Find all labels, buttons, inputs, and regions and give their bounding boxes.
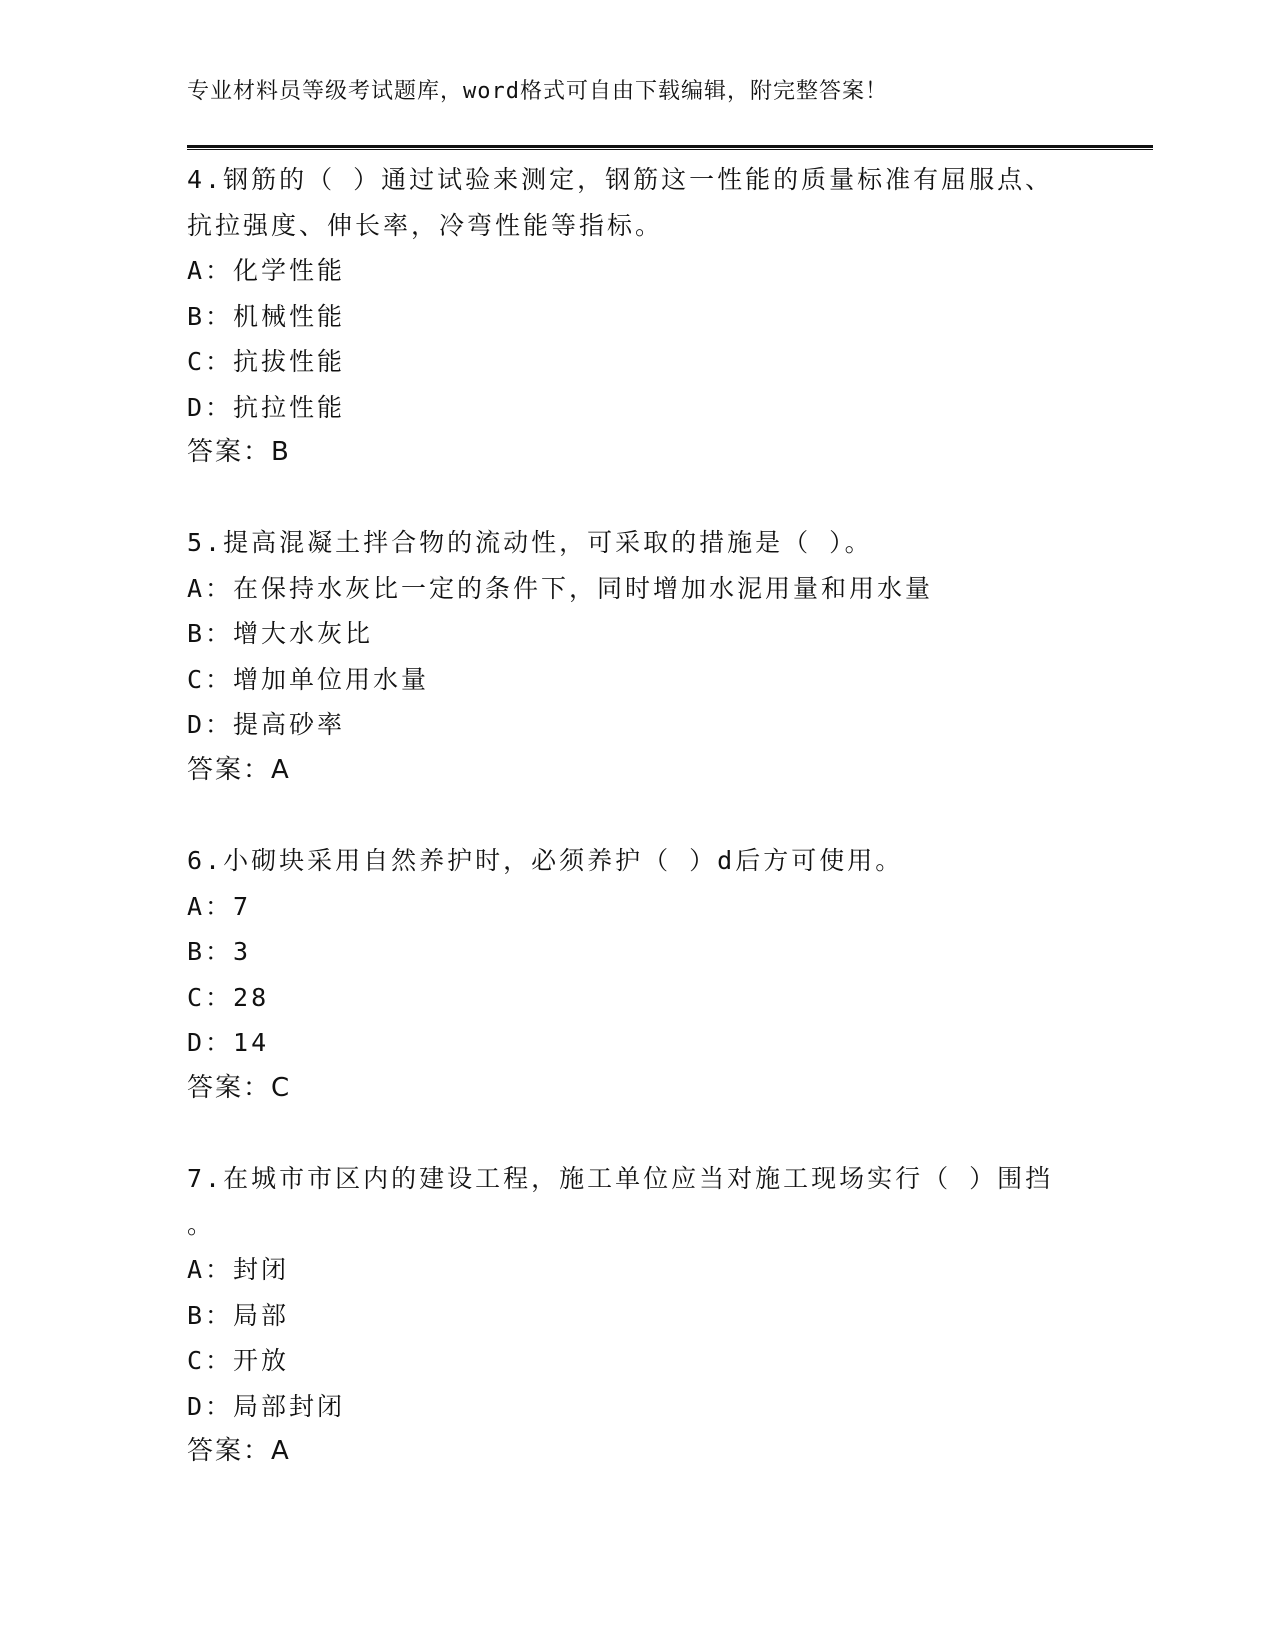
question-stem-line: 6.小砌块采用自然养护时，必须养护（ ）d后方可使用。 xyxy=(187,846,904,875)
question-stem-line: 4.钢筋的（ ）通过试验来测定，钢筋这一性能的质量标准有屈服点、 xyxy=(187,165,1054,194)
question-stem-line: 。 xyxy=(187,1209,216,1239)
option-d: D：14 xyxy=(187,1028,270,1057)
question-6 xyxy=(187,838,1137,1111)
option-c: C：抗拔性能 xyxy=(187,347,346,376)
page-header: 专业材料员等级考试题库，word格式可自由下载编辑，附完整答案！ xyxy=(187,79,888,104)
question-stem-line: 抗拉强度、伸长率，冷弯性能等指标。 xyxy=(187,210,664,240)
option-b: B：局部 xyxy=(187,1300,290,1330)
option-a: A：7 xyxy=(187,891,252,921)
option-c: C：开放 xyxy=(187,1346,290,1375)
option-b: B：机械性能 xyxy=(187,301,346,331)
answer: 答案：A xyxy=(187,1436,291,1466)
answer: 答案：A xyxy=(187,754,291,785)
option-c: C：增加单位用水量 xyxy=(187,664,430,694)
question-5 xyxy=(187,520,1137,793)
option-b: B：增大水灰比 xyxy=(187,619,374,648)
answer: 答案：C xyxy=(187,1072,292,1103)
question-4 xyxy=(187,157,1137,476)
option-a: A：封闭 xyxy=(187,1255,290,1284)
question-stem-line: 5.提高混凝土拌合物的流动性，可采取的措施是（ ）。 xyxy=(187,528,873,557)
option-a: A：化学性能 xyxy=(187,256,346,285)
option-d: D：抗拉性能 xyxy=(187,392,346,422)
option-c: C：28 xyxy=(187,982,270,1012)
option-d: D：提高砂率 xyxy=(187,710,346,739)
header-divider xyxy=(187,145,1153,151)
option-a: A：在保持水灰比一定的条件下，同时增加水泥用量和用水量 xyxy=(187,573,934,603)
question-7 xyxy=(187,1156,1137,1475)
option-d: D：局部封闭 xyxy=(187,1391,346,1421)
answer: 答案：B xyxy=(187,437,291,467)
option-b: B：3 xyxy=(187,937,252,966)
question-stem-line: 7.在城市市区内的建设工程，施工单位应当对施工现场实行（ ）围挡 xyxy=(187,1164,1054,1193)
